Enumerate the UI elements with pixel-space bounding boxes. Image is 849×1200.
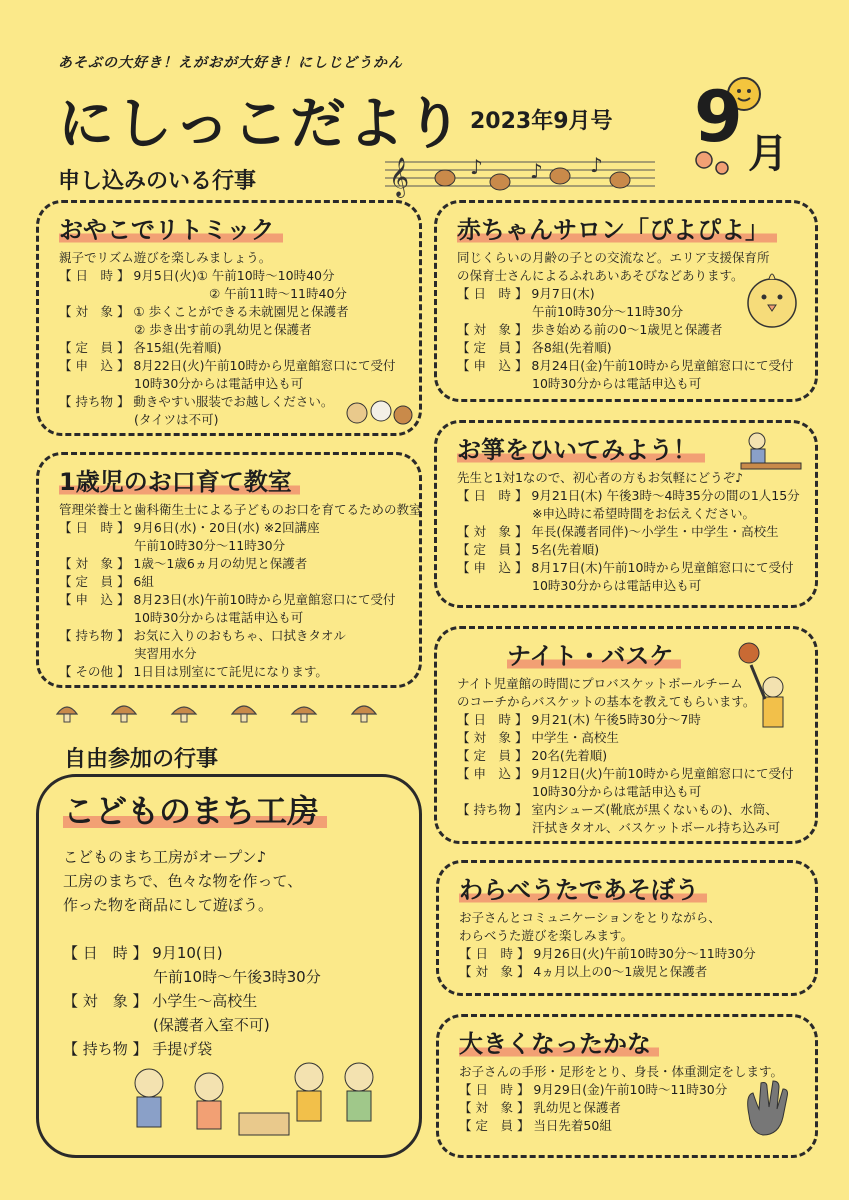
event-line: 【 持ち物 】 動きやすい服装でお越しください。 bbox=[59, 394, 334, 409]
event-line: 【 対 象 】 4ヵ月以上の0～1歳児と保護者 bbox=[459, 964, 708, 979]
event-title: お箏をひいてみよう！ bbox=[457, 435, 705, 465]
event-line: 午前10時～午後3時30分 bbox=[63, 968, 321, 986]
month-badge bbox=[684, 72, 794, 182]
event-line: 【 定 員 】 20名(先着順) bbox=[457, 748, 608, 763]
event-line: 作った物を商品にして遊ぼう。 bbox=[63, 896, 274, 914]
event-line: 【 日 時 】 9月10(日) bbox=[63, 944, 223, 962]
svg-text:♪: ♪ bbox=[590, 153, 603, 177]
event-warabe bbox=[436, 860, 818, 996]
event-title: 赤ちゃんサロン「ぴよぴよ」 bbox=[457, 215, 777, 245]
event-line: 【 その他 】 1日目は別室にて託児になります。 bbox=[59, 664, 328, 679]
event-line: 【 対 象 】 ① 歩くことができる未就園児と保護者 bbox=[59, 304, 349, 319]
event-line: 親子でリズム遊びを楽しみましょう。 bbox=[59, 250, 272, 265]
event-line: ナイト児童館の時間にプロバスケットボールチーム bbox=[457, 676, 743, 691]
children-crafting-icon bbox=[119, 1053, 399, 1143]
event-line: 先生と1対1なので、初心者の方もお気軽にどうぞ♪ bbox=[457, 470, 744, 485]
basketball-player-icon bbox=[737, 639, 799, 749]
event-basket bbox=[434, 626, 818, 844]
event-line: 10時30分からは電話申込も可 bbox=[457, 784, 702, 799]
svg-text:♪: ♪ bbox=[470, 155, 483, 179]
event-line: 【 定 員 】 5名(先着順) bbox=[457, 542, 600, 557]
event-line: 午前10時30分～11時30分 bbox=[457, 304, 684, 319]
event-line: 【 定 員 】 当日先着50組 bbox=[459, 1118, 612, 1133]
event-title: こどものまち工房 bbox=[63, 791, 327, 831]
event-line: お子さんの手形・足形をとり、身長・体重測定をします。 bbox=[459, 1064, 784, 1079]
event-line: こどものまち工房がオープン♪ bbox=[63, 848, 267, 866]
event-line: 【 対 象 】 1歳～1歳6ヵ月の幼児と保護者 bbox=[59, 556, 308, 571]
chick-icon bbox=[743, 261, 801, 331]
event-line: 【 持ち物 】 お気に入りのおもちゃ、口拭きタオル bbox=[59, 628, 346, 643]
event-line: お子さんとコミュニケーションをとりながら、 bbox=[459, 910, 721, 925]
event-growth bbox=[436, 1014, 818, 1158]
event-line: 【 申 込 】 8月22日(火)午前10時から児童館窓口にて受付 bbox=[59, 358, 396, 373]
newsletter-title: にしっこだより bbox=[58, 92, 464, 157]
event-line: 午前10時30分～11時30分 bbox=[59, 538, 286, 553]
event-line: 10時30分からは電話申込も可 bbox=[59, 376, 304, 391]
month-unit: 月 bbox=[748, 131, 788, 177]
event-line: 【 日 時 】 9月6日(水)・20日(水) ※2回講座 bbox=[59, 520, 320, 535]
event-line: わらべうた遊びを楽しみます。 bbox=[459, 928, 634, 943]
event-oral bbox=[36, 452, 422, 688]
event-line: 実習用水分 bbox=[59, 646, 197, 661]
event-line: 【 日 時 】 9月21日(木) 午後3時～4時35分の間の1人15分 bbox=[457, 488, 800, 503]
event-line: 【 持ち物 】 手提げ袋 bbox=[63, 1040, 213, 1058]
event-line: 10時30分からは電話申込も可 bbox=[457, 376, 702, 391]
event-line: 【 対 象 】 中学生・高校生 bbox=[457, 730, 619, 745]
event-line: 【 日 時 】 9月7日(木) bbox=[457, 286, 595, 301]
animal-illustration-icon bbox=[339, 395, 419, 431]
event-title: ナイト・バスケ bbox=[507, 641, 681, 671]
koto-player-icon bbox=[737, 429, 803, 473]
event-line: 汗拭きタオル、バスケットボール持ち込み可 bbox=[457, 820, 781, 835]
event-title: 大きくなったかな bbox=[459, 1029, 659, 1059]
event-line: 【 日 時 】 9月21(木) 午後5時30分～7時 bbox=[457, 712, 701, 727]
event-line: の保育士さんによるふれあいあそびなどあります。 bbox=[457, 268, 744, 283]
event-line: 【 申 込 】 8月23日(水)午前10時から児童館窓口にて受付 bbox=[59, 592, 396, 607]
event-line: 管理栄養士と歯科衛生士による子どものお口を育てるための教室 bbox=[59, 502, 422, 517]
event-line: (タイツは不可) bbox=[59, 412, 219, 427]
section-free: 自由参加の行事 bbox=[64, 747, 219, 772]
event-line: 【 対 象 】 歩き始める前の0～1歳児と保護者 bbox=[457, 322, 723, 337]
event-town bbox=[36, 774, 422, 1158]
handprint-icon bbox=[739, 1075, 799, 1139]
event-line: 【 申 込 】 8月17日(木)午前10時から児童館窓口にて受付 bbox=[457, 560, 794, 575]
event-line: 同じくらいの月齢の子との交流など。エリア支援保育所 bbox=[457, 250, 770, 265]
event-line: 【 対 象 】 小学生～高校生 bbox=[63, 992, 258, 1010]
event-line: 【 日 時 】 9月29日(金)午前10時～11時30分 bbox=[459, 1082, 728, 1097]
event-rhythmic bbox=[36, 200, 422, 436]
event-line: 【 定 員 】 各15組(先着順) bbox=[59, 340, 222, 355]
event-line: 【 申 込 】 9月12日(火)午前10時から児童館窓口にて受付 bbox=[457, 766, 794, 781]
section-registration: 申し込みのいる行事 bbox=[58, 169, 257, 194]
event-line: 【 持ち物 】 室内シューズ(靴底が黒くないもの)、水筒、 bbox=[457, 802, 778, 817]
event-line: 10時30分からは電話申込も可 bbox=[457, 578, 702, 593]
music-notes-decoration bbox=[385, 148, 655, 198]
issue-label: 2023年9月号 bbox=[470, 109, 613, 134]
event-line: (保護者入室不可) bbox=[63, 1016, 270, 1034]
event-title: おやこでリトミック bbox=[59, 215, 283, 245]
svg-text:𝄞: 𝄞 bbox=[389, 157, 410, 197]
mushroom-divider bbox=[52, 696, 412, 726]
event-line: 工房のまちで、色々な物を作って、 bbox=[63, 872, 303, 890]
tagline: あそぶの大好き！えがおが大好き！にしじどうかん bbox=[58, 55, 403, 71]
event-line: 【 定 員 】 6組 bbox=[59, 574, 154, 589]
event-baby-salon bbox=[434, 200, 818, 402]
event-line: 【 申 込 】 8月24日(金)午前10時から児童館窓口にて受付 bbox=[457, 358, 794, 373]
month-number: 9 bbox=[694, 76, 743, 158]
event-line: 【 対 象 】 年長(保護者同伴)～小学生・中学生・高校生 bbox=[457, 524, 779, 539]
svg-text:♪: ♪ bbox=[530, 159, 543, 183]
event-line: 【 定 員 】 各8組(先着順) bbox=[457, 340, 612, 355]
event-line: 【 日 時 】 9月26日(火)午前10時30分～11時30分 bbox=[459, 946, 756, 961]
event-line: ② 午前11時～11時40分 bbox=[59, 286, 347, 301]
event-koto bbox=[434, 420, 818, 608]
event-title: わらべうたであそぼう bbox=[459, 875, 707, 905]
event-line: 【 日 時 】 9月5日(火)① 午前10時～10時40分 bbox=[59, 268, 335, 283]
event-line: 【 対 象 】 乳幼児と保護者 bbox=[459, 1100, 621, 1115]
event-title: 1歳児のお口育て教室 bbox=[59, 467, 300, 497]
event-line: のコーチからバスケットの基本を教えてもらいます。 bbox=[457, 694, 756, 709]
event-line: ② 歩き出す前の乳幼児と保護者 bbox=[59, 322, 312, 337]
event-line bbox=[63, 917, 399, 941]
event-line: 10時30分からは電話申込も可 bbox=[59, 610, 304, 625]
event-line: ※申込時に希望時間をお伝えください。 bbox=[457, 506, 755, 521]
